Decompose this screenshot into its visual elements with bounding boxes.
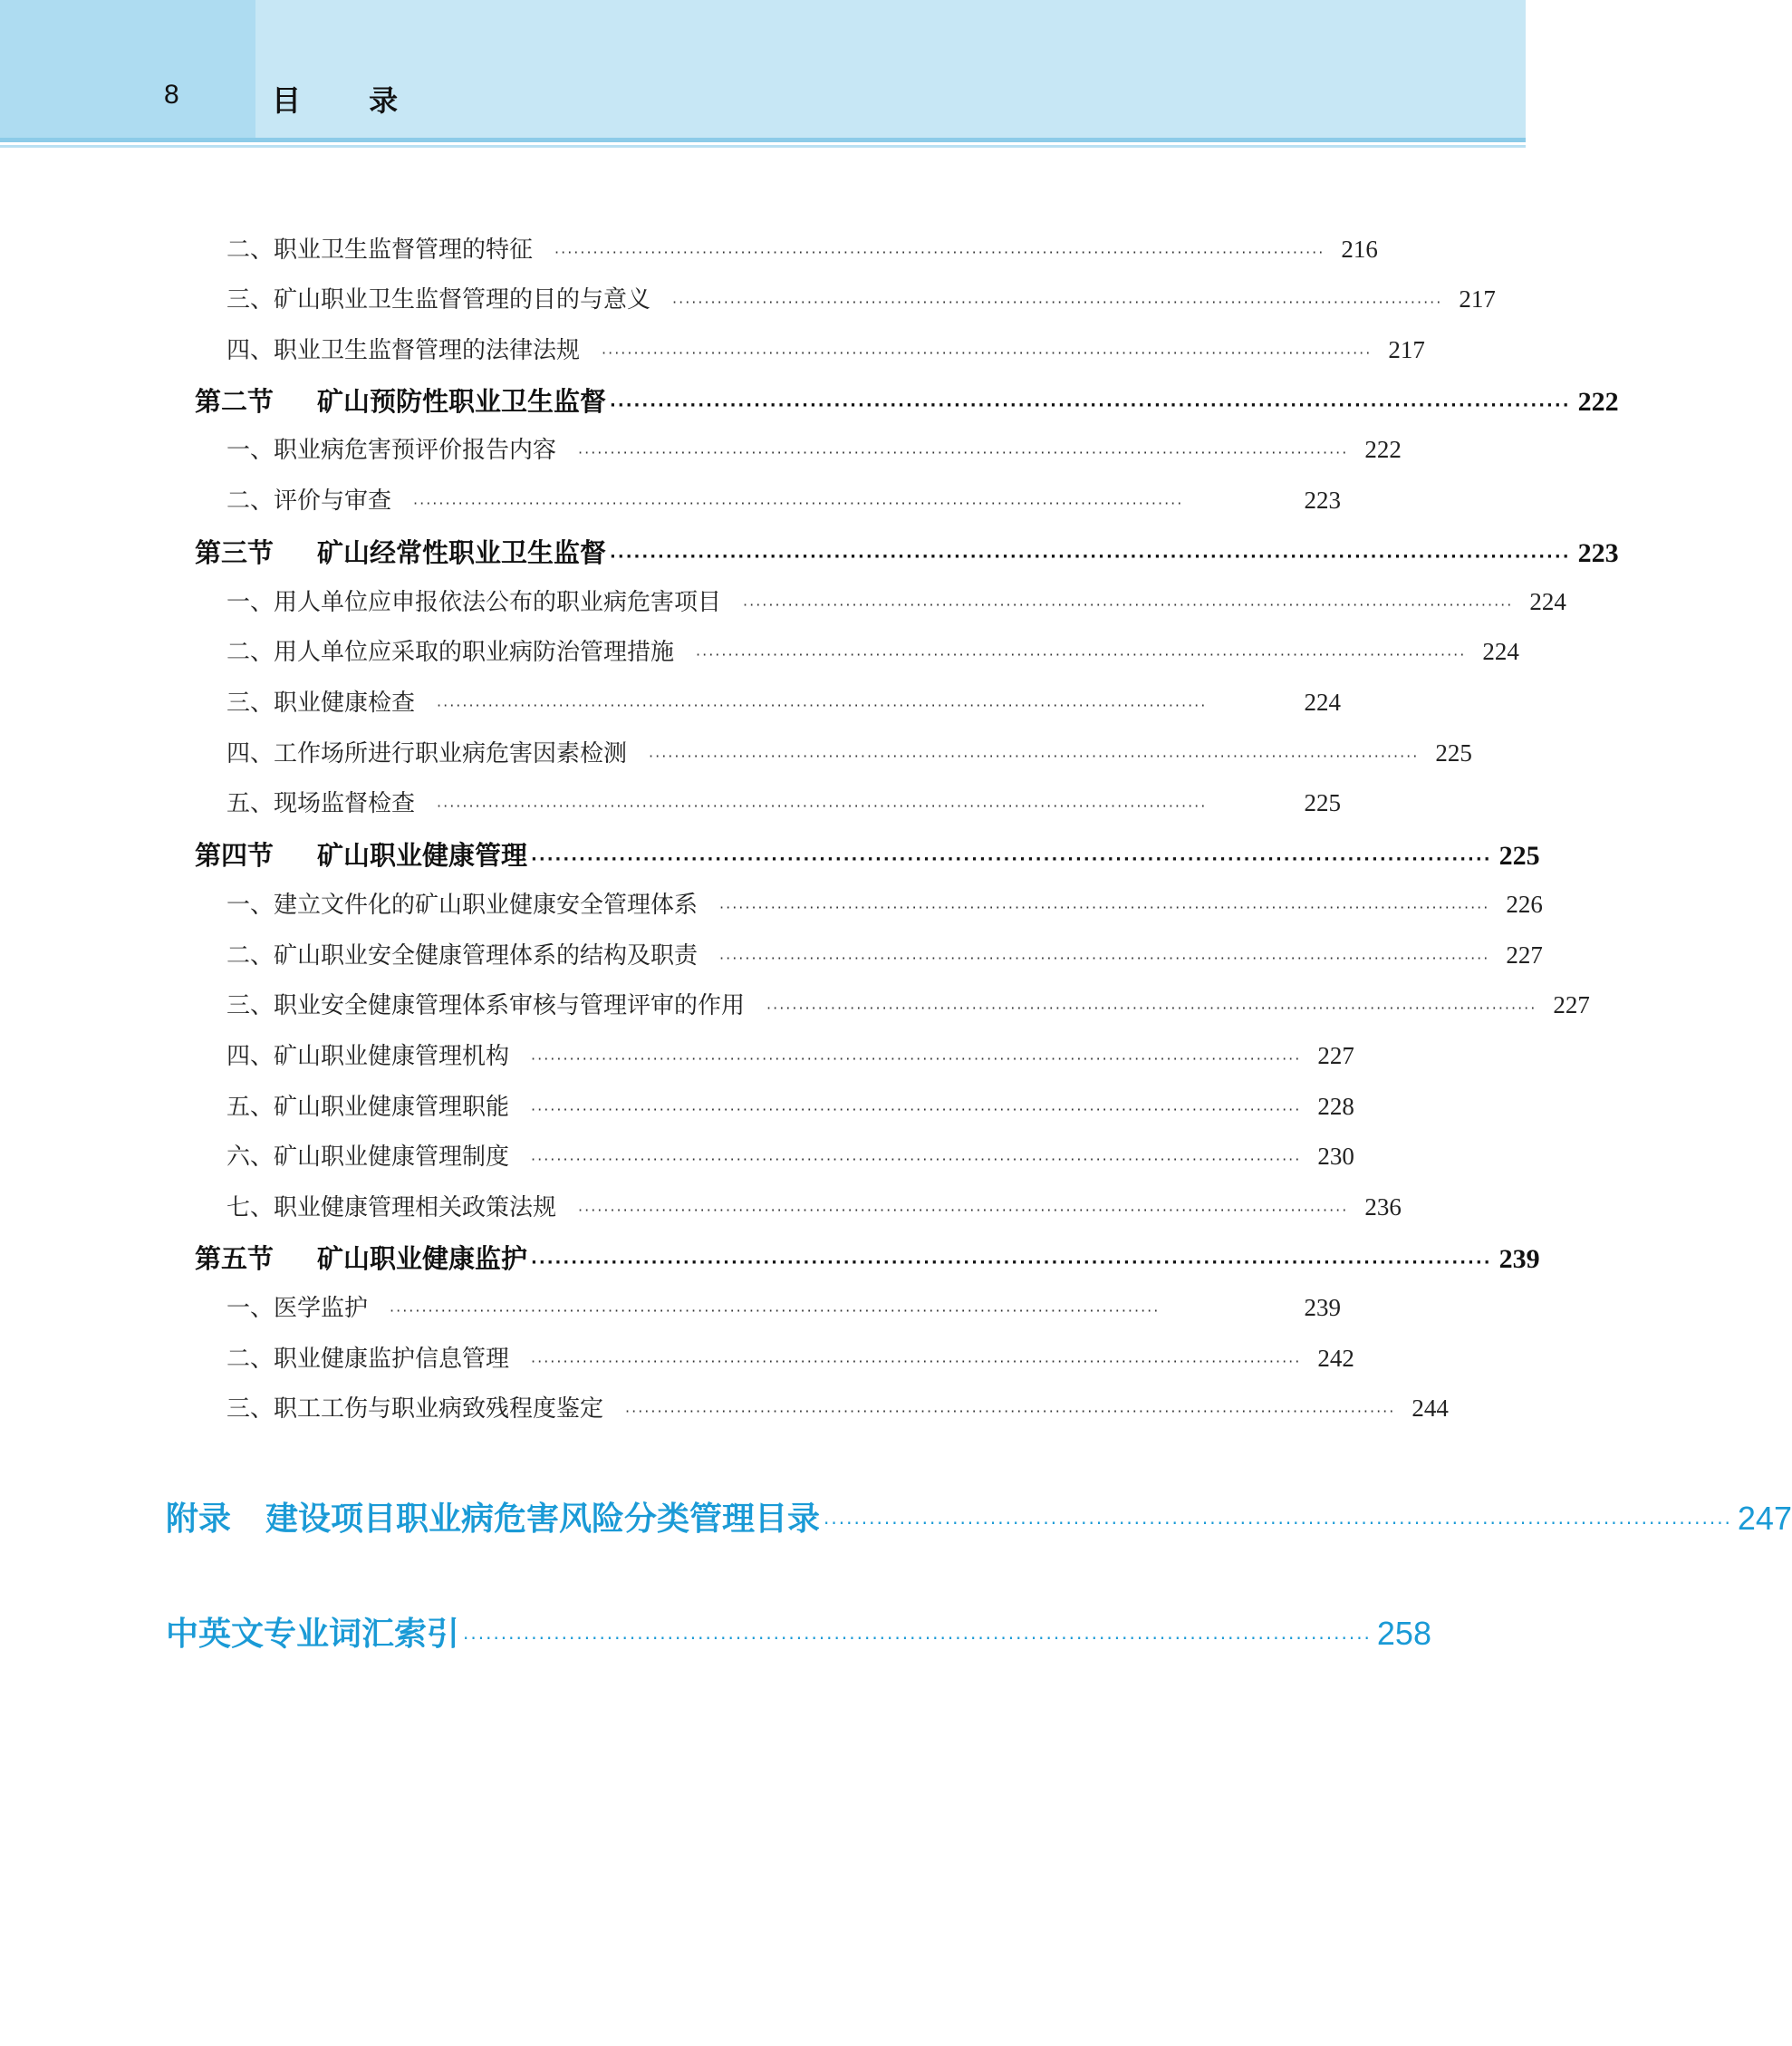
toc-item-page: 227 — [1553, 991, 1590, 1018]
toc-item-page: 242 — [1317, 1345, 1354, 1372]
toc-item-label: 一、用人单位应申报依法公布的职业病危害项目 — [226, 589, 722, 616]
toc-item-label: 一、医学监护 — [226, 1295, 369, 1322]
toc-item-label: 一、建立文件化的矿山职业健康安全管理体系 — [226, 892, 698, 919]
toc-item[interactable] — [226, 735, 1472, 771]
toc-leader: ························································································································ — [531, 850, 1492, 869]
toc-item-label: 二、职业卫生监督管理的特征 — [226, 236, 534, 264]
toc-leader: ························································································································ — [390, 1302, 1161, 1319]
toc-leader: ························································································································ — [824, 1512, 1732, 1534]
toc-item[interactable] — [226, 231, 1378, 267]
toc-leader: ························································································································ — [531, 1353, 1302, 1370]
toc-leader: ························································································································ — [578, 444, 1349, 461]
toc-leader: ························································································································ — [602, 344, 1373, 362]
toc-item-page: 225 — [1435, 739, 1472, 767]
toc-item-label: 五、现场监督检查 — [226, 790, 416, 817]
toc-item[interactable] — [226, 785, 1341, 821]
toc-item-label: 三、职工工伤与职业病致残程度鉴定 — [226, 1395, 604, 1423]
toc-item-page: 224 — [1529, 588, 1566, 615]
toc-item[interactable] — [226, 1390, 1449, 1426]
toc-section[interactable] — [195, 381, 1619, 421]
toc-leader: ························································································································ — [610, 396, 1571, 415]
toc-item-label: 五、矿山职业健康管理职能 — [226, 1094, 510, 1121]
toc-item-page: 222 — [1364, 436, 1402, 463]
toc-section-page: 223 — [1577, 538, 1619, 568]
toc-item-label: 二、用人单位应采取的职业病防治管理措施 — [226, 639, 675, 666]
toc-item[interactable] — [226, 937, 1543, 973]
toc-section-label: 矿山职业健康管理 — [317, 840, 528, 871]
toc-item-label: 四、工作场所进行职业病危害因素检测 — [226, 740, 628, 767]
toc-item-label: 四、矿山职业健康管理机构 — [226, 1043, 510, 1070]
toc-item[interactable] — [226, 332, 1425, 368]
toc-item-label: 三、职业安全健康管理体系审核与管理评审的作用 — [226, 992, 746, 1019]
toc-item-page: 223 — [1304, 487, 1341, 514]
toc-item[interactable] — [226, 633, 1519, 670]
toc-section-page: 239 — [1498, 1244, 1540, 1274]
toc-item[interactable] — [226, 684, 1341, 720]
toc-leader: ························································································································ — [719, 899, 1490, 916]
toc-item-page: 227 — [1317, 1042, 1354, 1069]
toc-leader: ························································································································ — [696, 646, 1467, 663]
toc-leader: ························································································································ — [719, 950, 1490, 967]
toc-leader: ························································································································ — [766, 999, 1537, 1017]
toc-leader: ························································································································ — [413, 495, 1184, 512]
toc-leader: ························································································································ — [649, 748, 1420, 765]
toc-item-page: 236 — [1364, 1193, 1402, 1221]
toc-item[interactable] — [226, 1289, 1341, 1326]
toc-appendix-page: 247 — [1737, 1500, 1792, 1537]
toc-item-page: 217 — [1459, 285, 1496, 313]
toc-item-label: 二、矿山职业安全健康管理体系的结构及职责 — [226, 942, 698, 970]
toc-section-number: 第五节 — [195, 1243, 275, 1274]
toc-index-label: 中英文专业词汇索引 — [166, 1616, 460, 1653]
toc-item[interactable] — [226, 886, 1543, 922]
toc-item-page: 226 — [1506, 891, 1543, 918]
toc-item-label: 二、职业健康监护信息管理 — [226, 1346, 510, 1373]
page-title: 目 录 — [272, 83, 428, 118]
toc-item-page: 225 — [1304, 789, 1341, 816]
page-number: 8 — [164, 80, 179, 110]
toc-leader: ························································································································ — [531, 1101, 1302, 1118]
toc-item[interactable] — [226, 1340, 1354, 1376]
toc-item-page: 230 — [1317, 1143, 1354, 1170]
toc-appendix-number: 附录 — [166, 1501, 232, 1538]
header-rule-thin — [0, 145, 1526, 148]
toc-item-page: 239 — [1304, 1294, 1341, 1321]
toc-item[interactable] — [226, 1088, 1354, 1124]
toc-index-page: 258 — [1376, 1615, 1431, 1652]
toc-section-label: 矿山经常性职业卫生监督 — [317, 537, 607, 568]
toc-item-page: 224 — [1482, 638, 1519, 665]
toc-item-page: 224 — [1304, 689, 1341, 716]
toc-section[interactable] — [195, 1239, 1540, 1279]
toc-item[interactable] — [226, 1138, 1354, 1174]
toc-leader: ························································································································ — [437, 697, 1208, 714]
toc-item-page: 244 — [1411, 1395, 1449, 1422]
toc-leader: ························································································································ — [531, 1050, 1302, 1067]
toc-section-number: 第四节 — [195, 840, 275, 871]
toc-section-number: 第三节 — [195, 537, 275, 568]
toc-item-page: 216 — [1341, 236, 1378, 263]
toc-leader: ························································································································ — [610, 547, 1571, 566]
toc-item-page: 227 — [1506, 941, 1543, 969]
toc-section-page: 225 — [1498, 841, 1540, 871]
toc-leader: ························································································································ — [531, 1151, 1302, 1168]
toc-leader: ························································································································ — [463, 1627, 1372, 1649]
toc-item[interactable] — [226, 431, 1402, 468]
toc-item-label: 三、职业健康检查 — [226, 690, 416, 717]
toc-item-label: 四、职业卫生监督管理的法律法规 — [226, 337, 581, 364]
toc-section-label: 矿山职业健康监护 — [317, 1243, 528, 1274]
toc-item-page: 217 — [1388, 336, 1425, 363]
toc-item-label: 二、评价与审查 — [226, 487, 392, 515]
toc-appendix[interactable] — [166, 1493, 1792, 1544]
toc-item[interactable] — [226, 584, 1566, 620]
toc-index[interactable] — [166, 1608, 1431, 1659]
toc-leader: ························································································································ — [578, 1202, 1349, 1219]
toc-item-label: 七、职业健康管理相关政策法规 — [226, 1194, 557, 1221]
toc-appendix-label: 建设项目职业病危害风险分类管理目录 — [265, 1501, 821, 1538]
toc-leader: ························································································································ — [531, 1253, 1492, 1272]
toc-leader: ························································································································ — [625, 1403, 1396, 1420]
header-rule — [0, 138, 1526, 142]
toc-section-label: 矿山预防性职业卫生监督 — [317, 386, 607, 417]
toc-section[interactable] — [195, 835, 1540, 875]
toc-leader: ························································································································ — [554, 244, 1325, 261]
toc-item-label: 六、矿山职业健康管理制度 — [226, 1144, 510, 1171]
toc-section[interactable] — [195, 533, 1619, 573]
toc-item-label: 一、职业病危害预评价报告内容 — [226, 437, 557, 464]
toc-item[interactable] — [226, 1189, 1402, 1225]
toc-leader: ························································································································ — [437, 797, 1208, 815]
toc-leader: ························································································································ — [672, 294, 1443, 311]
toc-section-number: 第二节 — [195, 386, 275, 417]
toc-item-page: 228 — [1317, 1093, 1354, 1120]
toc-item-label: 三、矿山职业卫生监督管理的目的与意义 — [226, 286, 651, 314]
toc-section-page: 222 — [1577, 387, 1619, 417]
toc-item[interactable] — [226, 987, 1590, 1023]
header-page-tab — [0, 0, 255, 138]
toc-leader: ························································································································ — [743, 596, 1514, 613]
toc-item[interactable] — [226, 482, 1341, 518]
toc-item[interactable] — [226, 281, 1496, 317]
toc-item[interactable] — [226, 1037, 1354, 1074]
